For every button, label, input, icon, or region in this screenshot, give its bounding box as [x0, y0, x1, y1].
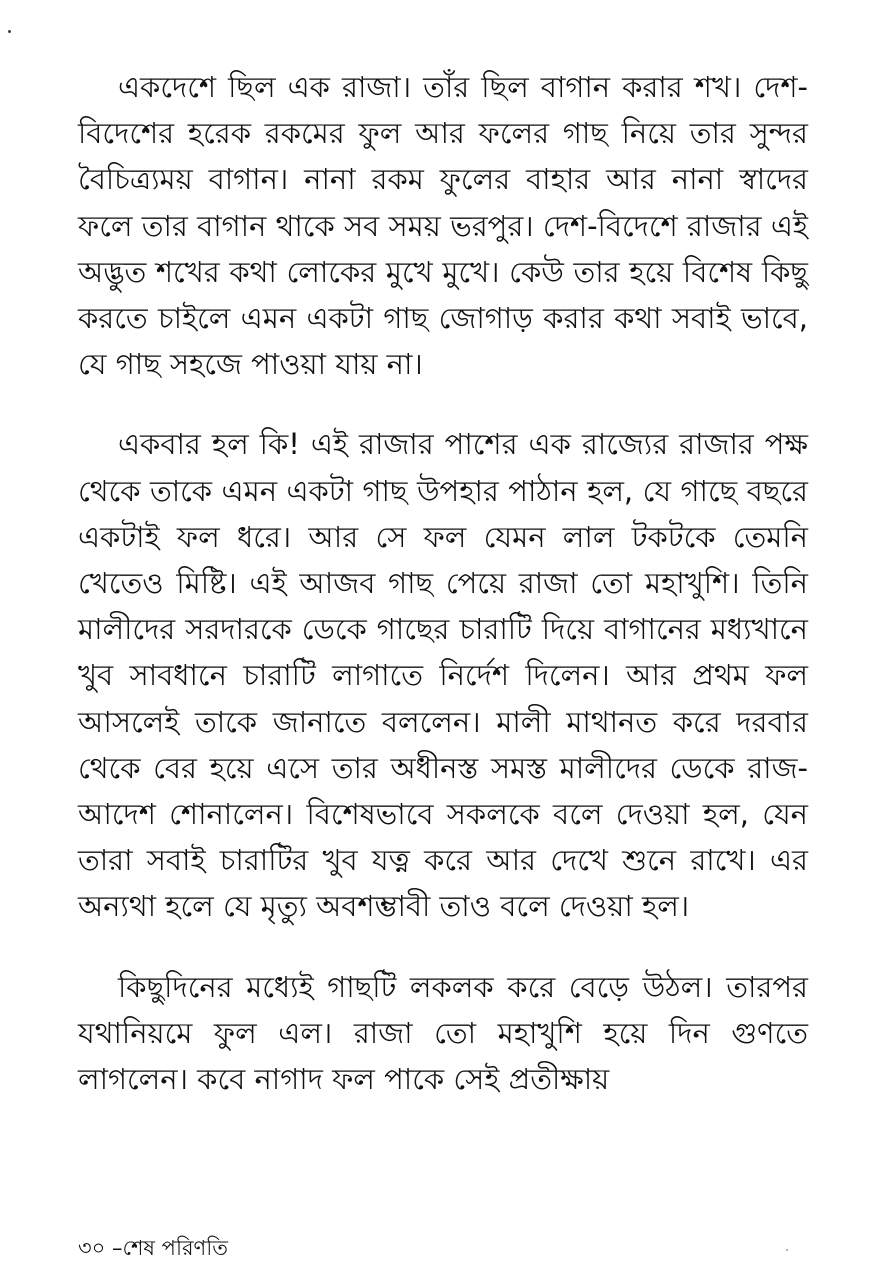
scan-speck — [8, 30, 11, 33]
scan-speck — [786, 1249, 788, 1251]
paragraph-3-text: কিছুদিনের মধ্যেই গাছটি লকলক করে বেড়ে উঠল। তারপর যথানিয়মে ফুল এল। রাজা তো মহাখুশি হয়ে দিন গুণতে লাগলেন। কবে নাগাদ ফল পাকে সেই প্রতীক্ষায় — [78, 969, 808, 1097]
page-body — [78, 64, 808, 1102]
paragraph-2-text: একবার হল কি! এই রাজার পাশের এক রাজ্যের রাজার পক্ষ থেকে তাকে এমন একটা গাছ উপহার পাঠান হল, যে গাছে বছরে একটাই ফল ধরে। আর সে ফল যেমন লাল টকটকে তেমনি খেতেও মিষ্টি। এই আজব গাছ পেয়ে রাজা তো মহাখুশি। তিনি মালীদের সরদারকে ডেকে গাছের চারাটি দিয়ে বাগানের মধ্যখানে খুব সাবধানে চারাটি লাগাতে নির্দেশ দিলেন। আর প্রথম ফল আসলেই তাকে জানাতে বললেন। মালী মাথানত করে দরবার থেকে বের হয়ে এসে তার অধীনস্ত সমস্ত মালীদের ডেকে রাজ-আদেশ শোনালেন। বিশেষভাবে সকলকে বলে দেওয়া হল, যেন তারা সবাই চারাটির খুব যত্ন করে আর দেখে শুনে রাখে। এর অন্যথা হলে যে মৃত্যু অবশম্ভাবী তাও বলে দেওয়া হল। — [78, 427, 808, 924]
paragraph-1 — [78, 64, 808, 387]
paragraph-2 — [78, 421, 808, 929]
paragraph-1-text: একদেশে ছিল এক রাজা। তাঁর ছিল বাগান করার শখ। দেশ-বিদেশের হরেক রকমের ফুল আর ফলের গাছ নিয়ে তার সুন্দর বৈচিত্র্যময় বাগান। নানা রকম ফুলের বাহার আর নানা স্বাদের ফলে তার বাগান থাকে সব সময় ভরপুর। দেশ-বিদেশে রাজার এই অদ্ভুত শখের কথা লোকের মুখে মুখে। কেউ তার হয়ে বিশেষ কিছু করতে চাইলে এমন একটা গাছ জোগাড় করার কথা সবাই ভাবে, যে গাছ সহজে পাওয়া যায় না। — [78, 70, 809, 382]
page-footer: ৩০ –শেষ পরিণতি — [78, 1236, 228, 1260]
paragraph-3 — [78, 964, 808, 1103]
